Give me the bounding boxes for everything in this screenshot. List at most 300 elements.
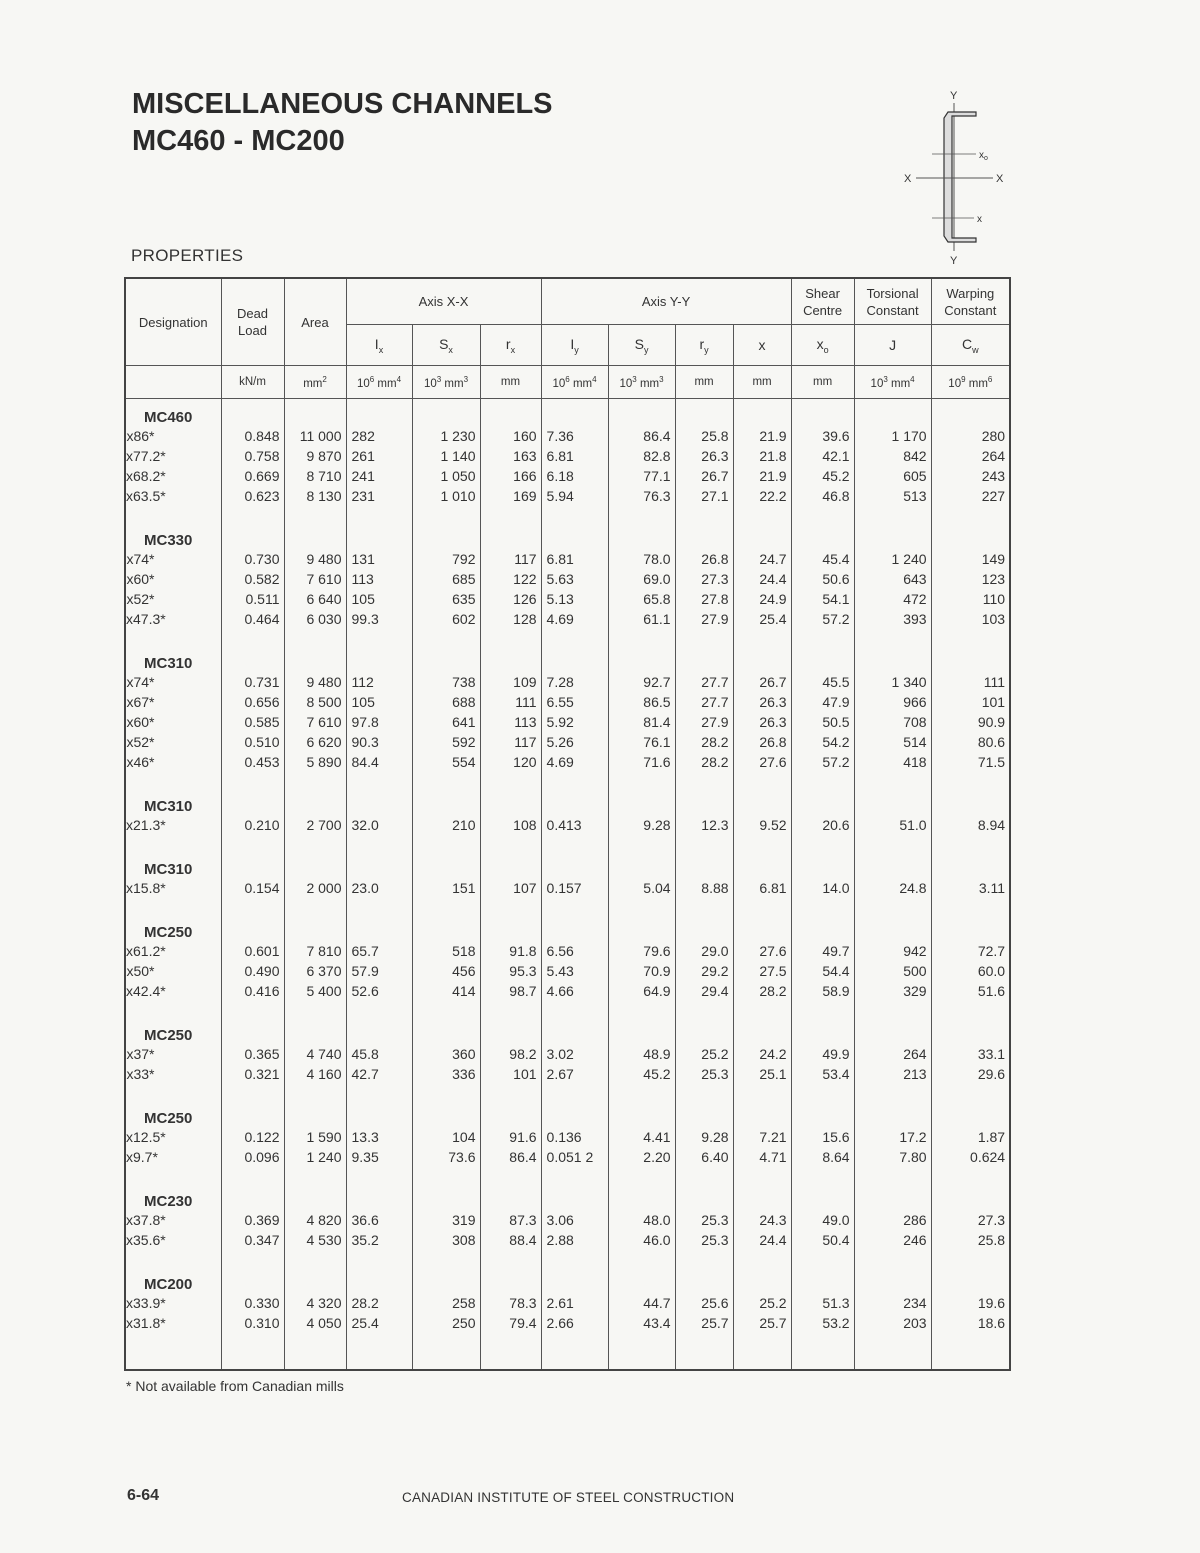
cell-a: 4 320 — [284, 1293, 346, 1313]
cell-rx: 166 — [480, 466, 541, 486]
spacer-cell — [675, 1250, 733, 1274]
cell-a: 8 710 — [284, 466, 346, 486]
cell-designation: x52* — [125, 589, 221, 609]
cell-iy: 2.88 — [541, 1230, 608, 1250]
cell-a: 2 700 — [284, 815, 346, 835]
cell-ry: 25.3 — [675, 1064, 733, 1084]
filler-cell — [931, 1333, 1010, 1370]
group-empty-cell — [412, 653, 480, 672]
table-row — [125, 1293, 1010, 1313]
publisher-footer: CANADIAN INSTITUTE OF STEEL CONSTRUCTION — [402, 1490, 735, 1505]
cell-cw: 71.5 — [931, 752, 1010, 772]
cell-j: 1 240 — [854, 549, 931, 569]
cell-a: 7 610 — [284, 569, 346, 589]
spacer-cell — [125, 399, 221, 408]
cell-rx: 91.6 — [480, 1127, 541, 1147]
header-dead-load: Dead Load — [221, 278, 284, 366]
spacer-cell — [541, 772, 608, 796]
group-empty-cell — [480, 1274, 541, 1293]
group-empty-cell — [608, 922, 675, 941]
cell-sx: 1 010 — [412, 486, 480, 506]
group-empty-cell — [221, 859, 284, 878]
spacer-cell — [541, 506, 608, 530]
spacer-cell — [854, 506, 931, 530]
filler-cell — [125, 1333, 221, 1370]
spacer-cell — [608, 1001, 675, 1025]
filler-cell — [346, 1333, 412, 1370]
spacer-cell — [125, 506, 221, 530]
cell-designation: x60* — [125, 712, 221, 732]
table-row — [125, 1147, 1010, 1167]
group-empty-cell — [480, 653, 541, 672]
group-header-row — [125, 922, 1010, 941]
group-empty-cell — [412, 1274, 480, 1293]
spacer-cell — [284, 835, 346, 859]
cell-w: 0.310 — [221, 1313, 284, 1333]
cell-a: 7 610 — [284, 712, 346, 732]
cell-sx: 456 — [412, 961, 480, 981]
cell-iy: 6.55 — [541, 692, 608, 712]
spacer-cell — [480, 1250, 541, 1274]
header-designation: Designation — [125, 278, 221, 366]
group-header-row — [125, 1191, 1010, 1210]
cell-j: 708 — [854, 712, 931, 732]
cell-ry: 28.2 — [675, 732, 733, 752]
cell-iy: 5.94 — [541, 486, 608, 506]
cell-sy: 45.2 — [608, 1064, 675, 1084]
group-empty-cell — [284, 922, 346, 941]
cell-j: 605 — [854, 466, 931, 486]
cell-designation: x52* — [125, 732, 221, 752]
cell-ix: 112 — [346, 672, 412, 692]
cell-sy: 86.4 — [608, 426, 675, 446]
cell-ix: 35.2 — [346, 1230, 412, 1250]
symbol-ix: $I_x$ — [346, 325, 412, 366]
spacer-cell — [733, 1084, 791, 1108]
footnote: * Not available from Canadian mills — [126, 1378, 344, 1394]
diagram-channel-shape — [944, 112, 976, 242]
group-empty-cell — [854, 1191, 931, 1210]
group-spacer — [125, 1084, 1010, 1108]
cell-iy: 5.13 — [541, 589, 608, 609]
spacer-cell — [480, 898, 541, 922]
cell-ry: 27.7 — [675, 672, 733, 692]
cell-xo: 57.2 — [791, 752, 854, 772]
cell-ry: 8.88 — [675, 878, 733, 898]
cell-j: 17.2 — [854, 1127, 931, 1147]
group-empty-cell — [733, 796, 791, 815]
group-empty-cell — [541, 859, 608, 878]
cell-x: 26.3 — [733, 712, 791, 732]
cell-x: 26.7 — [733, 672, 791, 692]
cell-iy: 6.81 — [541, 549, 608, 569]
table-row — [125, 672, 1010, 692]
cell-rx: 101 — [480, 1064, 541, 1084]
cell-w: 0.623 — [221, 486, 284, 506]
spacer-cell — [284, 898, 346, 922]
spacer-cell — [125, 1167, 221, 1191]
group-empty-cell — [480, 407, 541, 426]
cell-cw: 27.3 — [931, 1210, 1010, 1230]
properties-table — [124, 277, 1011, 1371]
spacer-cell — [608, 399, 675, 408]
spacer-cell — [854, 399, 931, 408]
cell-sx: 641 — [412, 712, 480, 732]
spacer-cell — [412, 898, 480, 922]
spacer-cell — [733, 629, 791, 653]
cell-designation: x47.3* — [125, 609, 221, 629]
cell-cw: 80.6 — [931, 732, 1010, 752]
group-empty-cell — [608, 530, 675, 549]
cell-w: 0.416 — [221, 981, 284, 1001]
group-empty-cell — [346, 1108, 412, 1127]
cell-w: 0.656 — [221, 692, 284, 712]
cell-iy: 2.67 — [541, 1064, 608, 1084]
cell-sy: 43.4 — [608, 1313, 675, 1333]
cell-w: 0.330 — [221, 1293, 284, 1313]
cell-cw: 1.87 — [931, 1127, 1010, 1147]
cell-iy: 5.43 — [541, 961, 608, 981]
cell-iy: 5.92 — [541, 712, 608, 732]
cell-ix: 23.0 — [346, 878, 412, 898]
spacer-cell — [541, 629, 608, 653]
cell-ix: 261 — [346, 446, 412, 466]
cell-x: 24.4 — [733, 1230, 791, 1250]
spacer-cell — [791, 1084, 854, 1108]
table-row — [125, 1064, 1010, 1084]
group-name: MC330 — [125, 530, 221, 549]
cell-ix: 241 — [346, 466, 412, 486]
cell-sy: 71.6 — [608, 752, 675, 772]
spacer-cell — [608, 1167, 675, 1191]
section-label: PROPERTIES — [131, 246, 244, 265]
cell-designation: x33* — [125, 1064, 221, 1084]
cell-a: 5 890 — [284, 752, 346, 772]
cell-ix: 25.4 — [346, 1313, 412, 1333]
table-row — [125, 446, 1010, 466]
cell-sx: 210 — [412, 815, 480, 835]
group-empty-cell — [791, 796, 854, 815]
group-empty-cell — [675, 1025, 733, 1044]
cell-j: 966 — [854, 692, 931, 712]
cell-ry: 27.9 — [675, 712, 733, 732]
group-empty-cell — [733, 1108, 791, 1127]
unit-dead-load: kN/m — [221, 366, 284, 399]
table-row — [125, 752, 1010, 772]
cell-rx: 95.3 — [480, 961, 541, 981]
cell-sx: 319 — [412, 1210, 480, 1230]
cell-cw: 25.8 — [931, 1230, 1010, 1250]
spacer-cell — [125, 898, 221, 922]
header-torsional-constant: Torsional Constant — [854, 278, 931, 325]
group-empty-cell — [931, 1108, 1010, 1127]
spacer-cell — [346, 1167, 412, 1191]
spacer-cell — [284, 1084, 346, 1108]
group-spacer — [125, 1167, 1010, 1191]
group-name: MC250 — [125, 1108, 221, 1127]
group-empty-cell — [608, 407, 675, 426]
spacer-cell — [931, 835, 1010, 859]
spacer-cell — [412, 1250, 480, 1274]
group-empty-cell — [931, 1025, 1010, 1044]
cell-x: 26.8 — [733, 732, 791, 752]
header-shear-centre: Shear Centre — [791, 278, 854, 325]
cell-designation: x46* — [125, 752, 221, 772]
cell-rx: 86.4 — [480, 1147, 541, 1167]
cell-ix: 9.35 — [346, 1147, 412, 1167]
cell-designation: x63.5* — [125, 486, 221, 506]
cell-designation: x61.2* — [125, 941, 221, 961]
cell-x: 27.6 — [733, 752, 791, 772]
cell-w: 0.511 — [221, 589, 284, 609]
spacer-cell — [346, 898, 412, 922]
cell-xo: 54.1 — [791, 589, 854, 609]
spacer-cell — [608, 772, 675, 796]
group-empty-cell — [854, 1025, 931, 1044]
cell-sx: 602 — [412, 609, 480, 629]
spacer-cell — [284, 1167, 346, 1191]
group-empty-cell — [541, 1191, 608, 1210]
cell-x: 25.4 — [733, 609, 791, 629]
cell-a: 11 000 — [284, 426, 346, 446]
table-row — [125, 1230, 1010, 1250]
spacer-cell — [541, 898, 608, 922]
cell-sx: 592 — [412, 732, 480, 752]
spacer-cell — [675, 1167, 733, 1191]
table-row — [125, 589, 1010, 609]
cell-ry: 12.3 — [675, 815, 733, 835]
table-row — [125, 815, 1010, 835]
spacer-cell — [791, 1001, 854, 1025]
cell-xo: 53.2 — [791, 1313, 854, 1333]
spacer-cell — [733, 1167, 791, 1191]
cell-w: 0.096 — [221, 1147, 284, 1167]
cell-a: 9 480 — [284, 672, 346, 692]
group-empty-cell — [412, 1108, 480, 1127]
group-empty-cell — [284, 1025, 346, 1044]
cell-x: 27.5 — [733, 961, 791, 981]
cell-rx: 117 — [480, 732, 541, 752]
group-header-row — [125, 407, 1010, 426]
group-empty-cell — [412, 530, 480, 549]
symbol-rx: $r_x$ — [480, 325, 541, 366]
group-empty-cell — [346, 922, 412, 941]
group-header-row — [125, 796, 1010, 815]
cell-x: 25.1 — [733, 1064, 791, 1084]
table-row — [125, 961, 1010, 981]
cell-iy: 2.61 — [541, 1293, 608, 1313]
cell-ix: 113 — [346, 569, 412, 589]
group-empty-cell — [608, 796, 675, 815]
cell-designation: x33.9* — [125, 1293, 221, 1313]
cell-cw: 60.0 — [931, 961, 1010, 981]
group-name: MC250 — [125, 1025, 221, 1044]
cell-ix: 231 — [346, 486, 412, 506]
group-empty-cell — [412, 922, 480, 941]
spacer-cell — [675, 506, 733, 530]
spacer-cell — [931, 399, 1010, 408]
cell-xo: 15.6 — [791, 1127, 854, 1147]
symbol-sx: $S_x$ — [412, 325, 480, 366]
group-empty-cell — [854, 859, 931, 878]
cell-cw: 280 — [931, 426, 1010, 446]
cell-cw: 123 — [931, 569, 1010, 589]
cell-a: 6 030 — [284, 609, 346, 629]
spacer-cell — [675, 898, 733, 922]
group-empty-cell — [412, 859, 480, 878]
spacer-cell — [221, 1167, 284, 1191]
cell-w: 0.122 — [221, 1127, 284, 1147]
cell-designation: x12.5* — [125, 1127, 221, 1147]
cell-sx: 792 — [412, 549, 480, 569]
cell-sy: 48.9 — [608, 1044, 675, 1064]
group-header-row — [125, 530, 1010, 549]
group-empty-cell — [791, 859, 854, 878]
group-empty-cell — [480, 530, 541, 549]
cell-a: 4 050 — [284, 1313, 346, 1333]
diagram-y-top-label: Y — [950, 90, 958, 102]
group-empty-cell — [733, 407, 791, 426]
cell-sy: 2.20 — [608, 1147, 675, 1167]
group-empty-cell — [608, 1108, 675, 1127]
unit-sy: $10^3$ $mm^3$ — [608, 366, 675, 399]
table-row — [125, 609, 1010, 629]
cell-sy: 64.9 — [608, 981, 675, 1001]
spacer-cell — [480, 399, 541, 408]
cell-ry: 27.8 — [675, 589, 733, 609]
cell-cw: 19.6 — [931, 1293, 1010, 1313]
cell-rx: 111 — [480, 692, 541, 712]
cell-x: 4.71 — [733, 1147, 791, 1167]
group-empty-cell — [854, 1108, 931, 1127]
symbol-xo: $x_o$ — [791, 325, 854, 366]
spacer-cell — [125, 772, 221, 796]
cell-ix: 28.2 — [346, 1293, 412, 1313]
title-line-2: MC460 - MC200 — [132, 125, 345, 157]
cell-rx: 91.8 — [480, 941, 541, 961]
spacer-cell — [675, 1001, 733, 1025]
cell-xo: 54.4 — [791, 961, 854, 981]
cell-rx: 163 — [480, 446, 541, 466]
cell-w: 0.453 — [221, 752, 284, 772]
cell-x: 28.2 — [733, 981, 791, 1001]
spacer-cell — [480, 629, 541, 653]
cell-sy: 79.6 — [608, 941, 675, 961]
cell-x: 27.6 — [733, 941, 791, 961]
group-empty-cell — [221, 1108, 284, 1127]
spacer-cell — [125, 1084, 221, 1108]
cell-xo: 50.4 — [791, 1230, 854, 1250]
cell-a: 5 400 — [284, 981, 346, 1001]
cell-cw: 264 — [931, 446, 1010, 466]
group-empty-cell — [791, 1274, 854, 1293]
cell-a: 4 740 — [284, 1044, 346, 1064]
spacer-cell — [221, 1250, 284, 1274]
spacer-cell — [221, 772, 284, 796]
cell-sy: 48.0 — [608, 1210, 675, 1230]
cell-ry: 27.1 — [675, 486, 733, 506]
cell-x: 6.81 — [733, 878, 791, 898]
group-empty-cell — [221, 407, 284, 426]
spacer-cell — [931, 1167, 1010, 1191]
group-empty-cell — [675, 796, 733, 815]
cell-j: 500 — [854, 961, 931, 981]
page-number: 6-64 — [127, 1487, 160, 1504]
cell-w: 0.758 — [221, 446, 284, 466]
table-row — [125, 486, 1010, 506]
cell-cw: 29.6 — [931, 1064, 1010, 1084]
cell-xo: 39.6 — [791, 426, 854, 446]
spacer-cell — [675, 629, 733, 653]
group-empty-cell — [675, 530, 733, 549]
unit-xo: mm — [791, 366, 854, 399]
cell-cw: 149 — [931, 549, 1010, 569]
spacer-cell — [541, 399, 608, 408]
cell-sx: 104 — [412, 1127, 480, 1147]
cell-cw: 243 — [931, 466, 1010, 486]
cell-a: 7 810 — [284, 941, 346, 961]
spacer-cell — [791, 399, 854, 408]
title-line-1: MISCELLANEOUS CHANNELS — [132, 88, 553, 120]
spacer-cell — [346, 629, 412, 653]
cell-designation: x77.2* — [125, 446, 221, 466]
spacer-cell — [346, 506, 412, 530]
cell-rx: 108 — [480, 815, 541, 835]
cell-rx: 79.4 — [480, 1313, 541, 1333]
spacer-cell — [791, 1167, 854, 1191]
spacer-cell — [931, 898, 1010, 922]
group-name: MC310 — [125, 796, 221, 815]
cell-j: 643 — [854, 569, 931, 589]
cell-j: 234 — [854, 1293, 931, 1313]
cell-w: 0.365 — [221, 1044, 284, 1064]
cell-cw: 90.9 — [931, 712, 1010, 732]
symbol-iy: $I_y$ — [541, 325, 608, 366]
diagram-x-right-label: X — [996, 173, 1004, 185]
group-empty-cell — [608, 1274, 675, 1293]
unit-cw: $10^9$ $mm^6$ — [931, 366, 1010, 399]
group-empty-cell — [480, 922, 541, 941]
group-empty-cell — [931, 859, 1010, 878]
group-empty-cell — [480, 859, 541, 878]
cell-cw: 33.1 — [931, 1044, 1010, 1064]
spacer-cell — [412, 772, 480, 796]
cell-w: 0.582 — [221, 569, 284, 589]
spacer-cell — [733, 506, 791, 530]
spacer-cell — [480, 506, 541, 530]
cell-ry: 26.3 — [675, 446, 733, 466]
cell-cw: 3.11 — [931, 878, 1010, 898]
cell-sy: 4.41 — [608, 1127, 675, 1147]
spacer-cell — [791, 506, 854, 530]
cell-j: 842 — [854, 446, 931, 466]
group-empty-cell — [733, 1191, 791, 1210]
cell-w: 0.347 — [221, 1230, 284, 1250]
filler-cell — [541, 1333, 608, 1370]
cell-ix: 131 — [346, 549, 412, 569]
spacer-cell — [412, 1084, 480, 1108]
diagram-xo-label: $x_o$ — [979, 150, 988, 162]
cell-cw: 0.624 — [931, 1147, 1010, 1167]
cell-designation: x74* — [125, 672, 221, 692]
group-empty-cell — [733, 922, 791, 941]
cell-cw: 8.94 — [931, 815, 1010, 835]
group-empty-cell — [346, 1191, 412, 1210]
cell-x: 25.2 — [733, 1293, 791, 1313]
cell-a: 9 870 — [284, 446, 346, 466]
cell-sx: 151 — [412, 878, 480, 898]
cell-ry: 25.3 — [675, 1230, 733, 1250]
